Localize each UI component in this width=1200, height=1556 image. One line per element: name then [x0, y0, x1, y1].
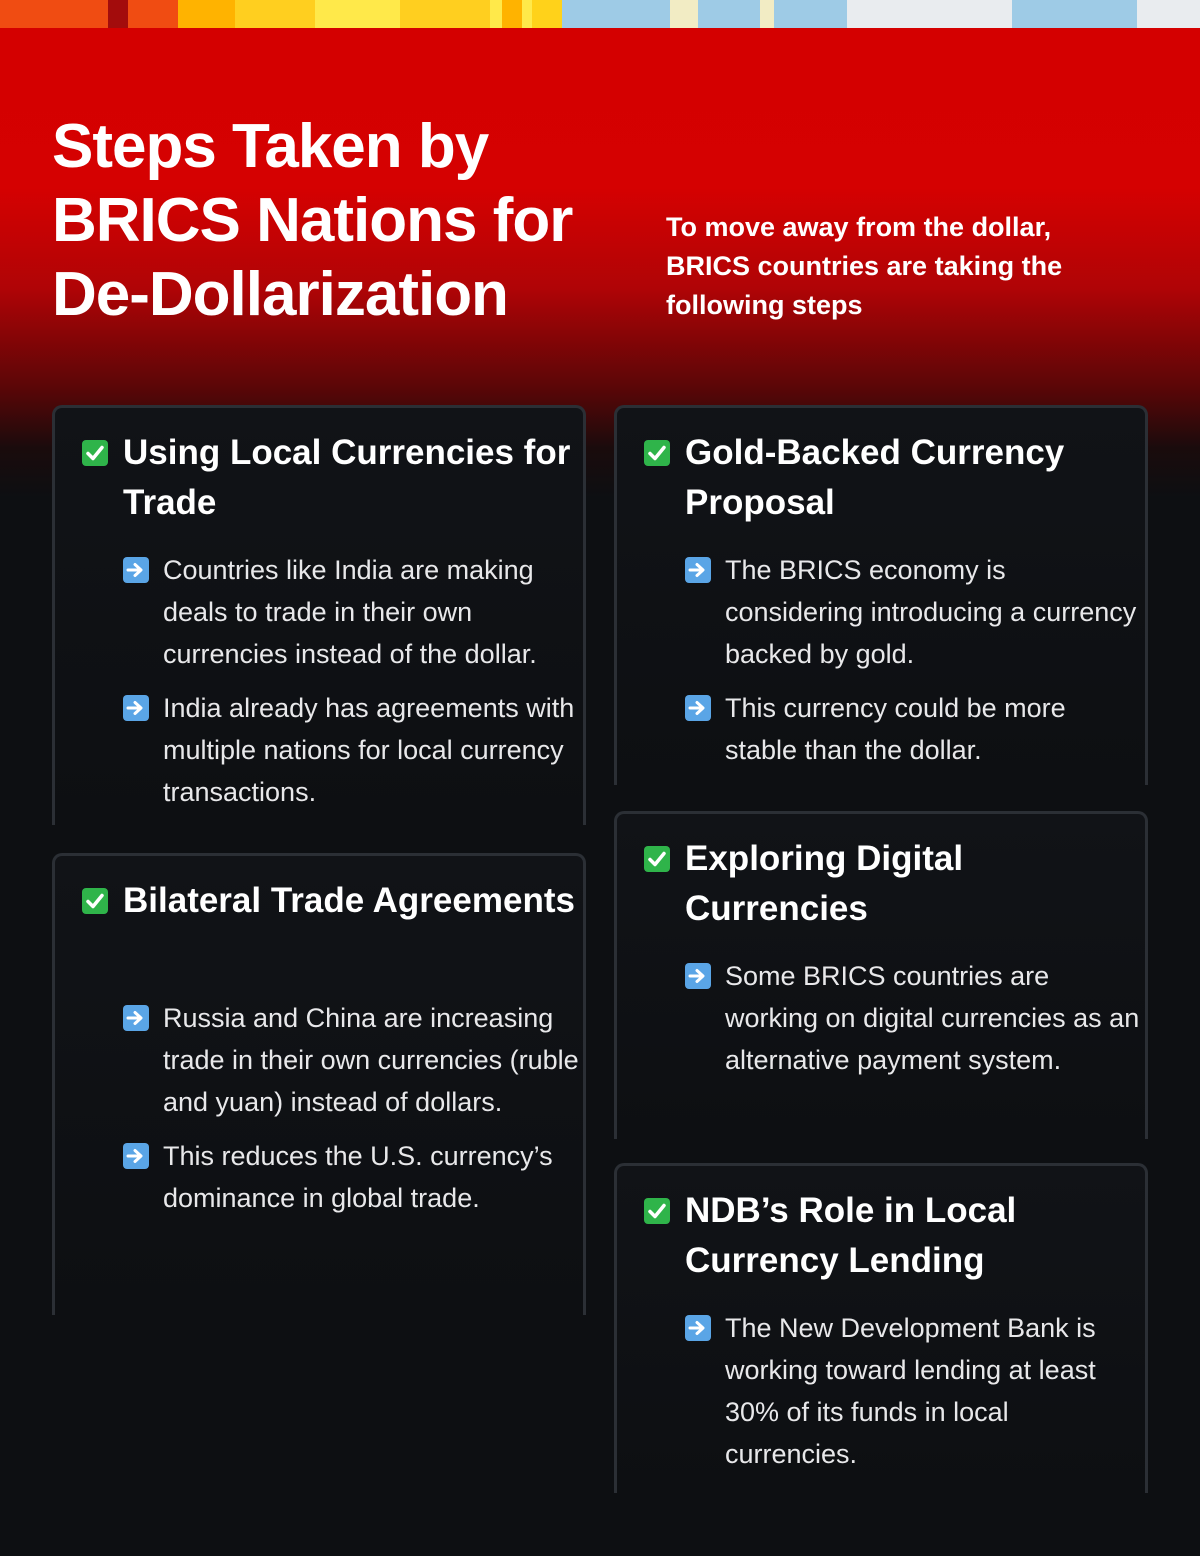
bullet-text: Countries like India are making deals to trade in their own currencies instead of the dollar.: [163, 555, 537, 669]
list-item: [123, 1135, 583, 1219]
right-arrow-icon: [123, 557, 149, 583]
bullet-list: [685, 549, 1145, 783]
check-box-icon: [644, 1198, 670, 1224]
strip-segment: [1012, 0, 1137, 28]
strip-segment: [178, 0, 235, 28]
card-title: Using Local Currencies for Trade: [123, 433, 571, 522]
card-title: Exploring Digital Currencies: [685, 839, 964, 928]
strip-segment: [774, 0, 847, 28]
list-item: [123, 687, 583, 813]
check-box-icon: [644, 846, 670, 872]
strip-segment: [315, 0, 400, 28]
card-bilateral-trade: [52, 853, 586, 1315]
bullet-text: The New Development Bank is working toward lending at least 30% of its funds in local currencies.: [725, 1313, 1096, 1469]
bullet-list: [123, 997, 583, 1231]
bullet-text: India already has agreements with multiple nations for local currency transactions.: [163, 693, 575, 807]
strip-segment: [1137, 0, 1200, 28]
list-item: [123, 997, 583, 1123]
bullet-list: [123, 549, 583, 825]
card-digital-currencies: [614, 811, 1148, 1139]
strip-segment: [760, 0, 774, 28]
list-item: [685, 955, 1145, 1081]
check-box-icon: [82, 440, 108, 466]
bullet-text: This currency could be more stable than the dollar.: [725, 693, 1066, 765]
right-arrow-icon: [123, 1143, 149, 1169]
card-ndb-role: [614, 1163, 1148, 1493]
check-box-icon: [82, 888, 108, 914]
strip-segment: [532, 0, 562, 28]
bullet-text: Some BRICS countries are working on digital currencies as an alternative payment system.: [725, 961, 1140, 1075]
bullet-list: [685, 955, 1145, 1093]
strip-segment: [0, 0, 108, 28]
bullet-text: This reduces the U.S. currency’s dominance in global trade.: [163, 1141, 553, 1213]
strip-segment: [502, 0, 522, 28]
right-arrow-icon: [685, 1315, 711, 1341]
strip-segment: [108, 0, 128, 28]
list-item: [123, 549, 583, 675]
bullet-list: [685, 1307, 1145, 1487]
strip-segment: [490, 0, 502, 28]
bullet-text: Russia and China are increasing trade in their own currencies (ruble and yuan) instead of dollars.: [163, 1003, 579, 1117]
list-item: [685, 1307, 1145, 1475]
right-arrow-icon: [685, 963, 711, 989]
strip-segment: [128, 0, 178, 28]
strip-segment: [698, 0, 760, 28]
list-item: [685, 687, 1145, 771]
page-title: Steps Taken by BRICS Nations for De-Dollarization: [52, 112, 573, 329]
card-local-currencies: [52, 405, 586, 825]
right-arrow-icon: [123, 1005, 149, 1031]
strip-segment: [562, 0, 670, 28]
card-title: NDB’s Role in Local Currency Lending: [685, 1191, 1017, 1280]
top-color-strip: [0, 0, 1200, 28]
strip-segment: [235, 0, 315, 28]
bullet-text: The BRICS economy is considering introducing a currency backed by gold.: [725, 555, 1137, 669]
list-item: [685, 549, 1145, 675]
right-arrow-icon: [685, 557, 711, 583]
check-box-icon: [644, 440, 670, 466]
strip-segment: [522, 0, 532, 28]
right-arrow-icon: [123, 695, 149, 721]
card-title: Bilateral Trade Agreements: [123, 881, 575, 920]
card-title: Gold-Backed Currency Proposal: [685, 433, 1065, 522]
strip-segment: [670, 0, 698, 28]
right-arrow-icon: [685, 695, 711, 721]
page-subtitle: To move away from the dollar, BRICS countries are taking the following steps: [666, 212, 1063, 320]
strip-segment: [847, 0, 1012, 28]
strip-segment: [400, 0, 490, 28]
card-gold-backed: [614, 405, 1148, 785]
